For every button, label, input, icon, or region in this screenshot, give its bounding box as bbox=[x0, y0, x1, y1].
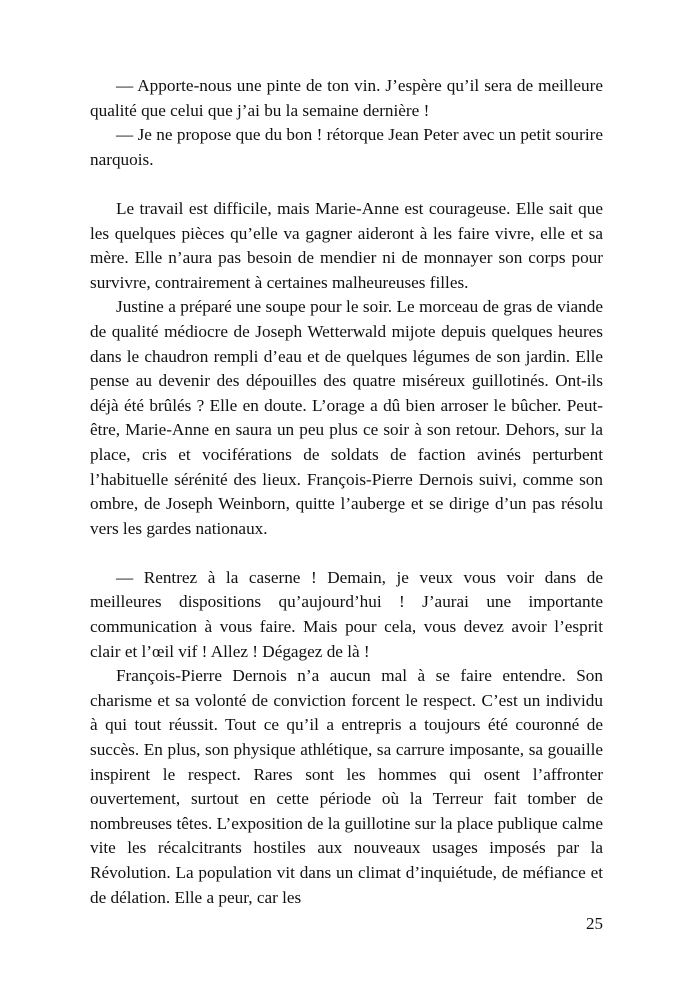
paragraph-6: François-Pierre Dernois n’a aucun mal à se faire entendre. Son charisme et sa volonté de conviction forcent le respect. C’est un individu à qui tout réussit. Tout ce qu’il a entrepris a toujours été couronné de succès. En plus, son physique athlétique, sa carrure imposante, sa gouaille inspirent le respect. Rares sont les hommes qui osent l’affronter ouvertement, surtout en cette période où la Terreur fait tomber de nombreuses têtes. L’exposition de la guillotine sur la place publique calme vite les récalcitrants hostiles aux nouveaux usages imposés par la Révolution. La population vit dans un climat d’inquiétude, de méfiance et de délation. Elle a peur, car les bbox=[90, 666, 603, 907]
page-number: 25 bbox=[586, 914, 603, 933]
paragraph-3: Le travail est difficile, mais Marie-Anne est courageuse. Elle sait que les quelques pièces qu’elle va gagner aideront à les faire vivre, elle et sa mère. Elle n’aura pas besoin de mendier ni de monnayer son corps pour survivre, contrairement à certaines malheureuses filles. bbox=[90, 198, 603, 292]
paragraph-5: — Rentrez à la caserne ! Demain, je veux vous voir dans de meilleures dispositions qu’aujourd’hui ! J’aurai une importante communication à vous faire. Mais pour cela, vous devez avoir l’esprit clair et l’œil vif ! Allez ! Dégagez de là ! bbox=[90, 567, 603, 661]
section-break bbox=[90, 172, 603, 197]
paragraph-4: Justine a préparé une soupe pour le soir. Le morceau de gras de viande de qualité médiocre de Joseph Wetterwald mijote depuis quelques heures dans le chaudron rempli d’eau et de quelques légumes de son jardin. Elle pense au devenir des dépouilles des quatre miséreux guillotinés. Ont-ils déjà été brûlés ? Elle en doute. L’orage a dû bien arroser le bûcher. Peut-être, Marie-Anne en saura un peu plus ce soir à son retour. Dehors, sur la place, cris et vociférations de soldats de faction avinés perturbent l’habituelle sérénité des lieux. François-Pierre Dernois suivi, comme son ombre, de Joseph Weinborn, quitte l’auberge et se dirige d’un pas résolu vers les gardes nationaux. bbox=[90, 297, 603, 538]
page-body bbox=[90, 74, 603, 910]
paragraph-1: — Apporte-nous une pinte de ton vin. J’espère qu’il sera de meilleure qualité que celui que j’ai bu la semaine dernière ! bbox=[90, 76, 603, 120]
paragraph-2: — Je ne propose que du bon ! rétorque Jean Peter avec un petit sourire narquois. bbox=[90, 125, 603, 169]
section-break bbox=[90, 541, 603, 566]
